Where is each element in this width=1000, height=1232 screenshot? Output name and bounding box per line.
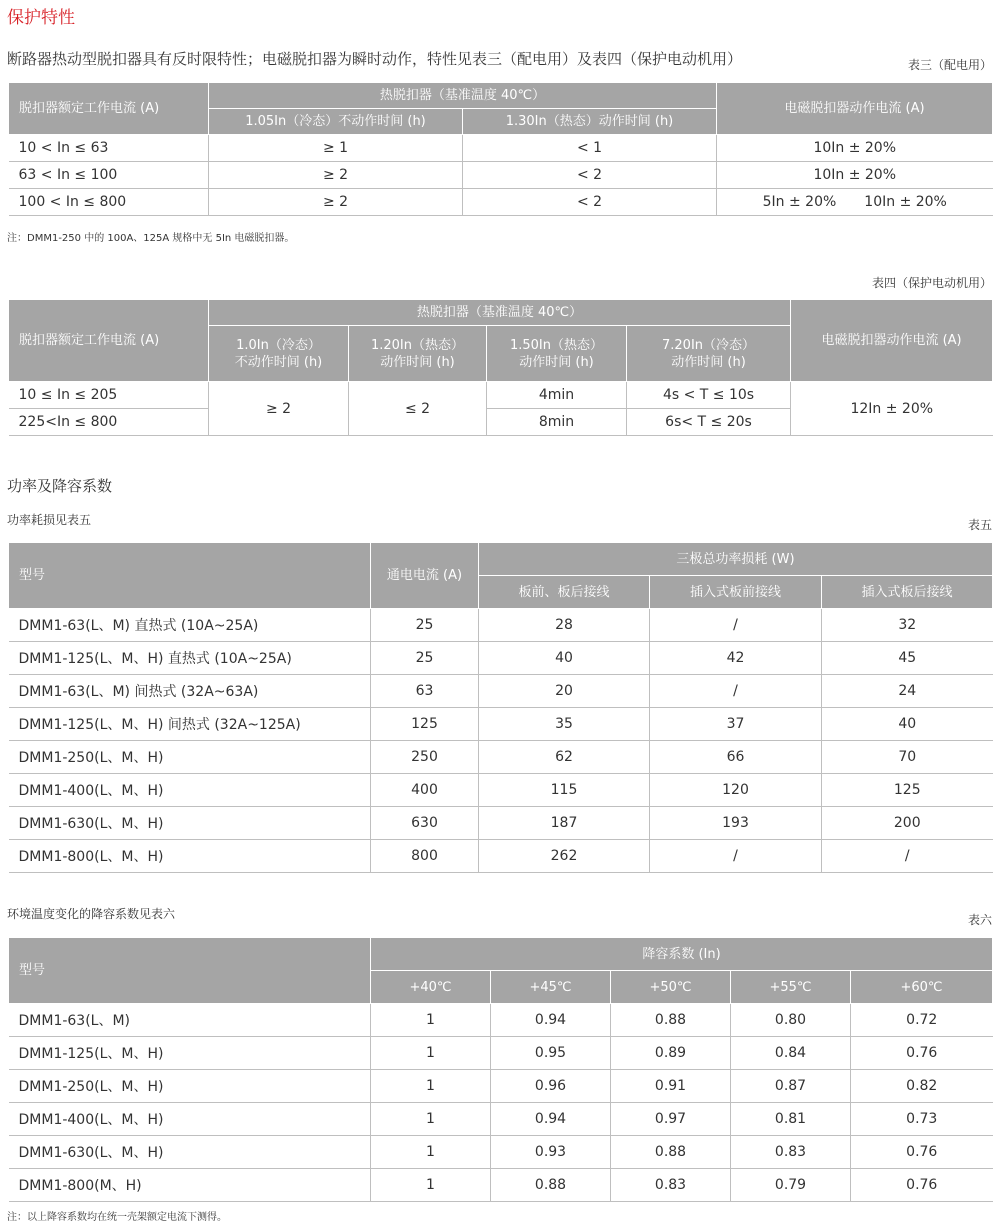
table4-header-col1-line2: 不动作时间 (h) xyxy=(234,354,323,370)
table6-note: 注：以上降容系数均在统一壳架额定电流下测得。 xyxy=(7,1212,227,1223)
cell-model: DMM1-400(L、M、H) xyxy=(9,774,371,807)
cell-front: 28 xyxy=(479,609,650,642)
cell-col3: 4min xyxy=(487,382,627,409)
cell-magnetic-a: 5In ± 20% xyxy=(762,194,837,210)
cell-hot: < 1 xyxy=(463,135,717,162)
cell-derate-factor: 0.93 xyxy=(491,1136,611,1169)
table-row xyxy=(9,162,993,189)
table5-header-current: 通电电流 (A) xyxy=(371,543,479,609)
table6-tag: 表六 xyxy=(967,913,992,927)
cell-derate-factor: 0.97 xyxy=(611,1103,731,1136)
cell-hot: < 2 xyxy=(463,162,717,189)
table5-tag: 表五 xyxy=(967,518,992,532)
table-row xyxy=(9,1169,993,1202)
table3-header-magnetic: 电磁脱扣器动作电流 (A) xyxy=(717,83,993,135)
cell-derate-factor: 0.89 xyxy=(611,1037,731,1070)
cell-derate-factor: 0.88 xyxy=(491,1169,611,1202)
table5-header-loss: 三极总功率损耗 (W) xyxy=(479,543,993,576)
cell-plug-back: 125 xyxy=(822,774,993,807)
table6-header-temp: +55℃ xyxy=(731,971,851,1004)
table4-header-col1 xyxy=(209,326,349,382)
cell-col4: 4s < T ≤ 10s xyxy=(627,382,791,409)
table4-header-magnetic: 电磁脱扣器动作电流 (A) xyxy=(791,300,993,382)
cell-col3: 8min xyxy=(487,409,627,436)
cell-derate-factor: 1 xyxy=(371,1169,491,1202)
cell-plug-back: 70 xyxy=(822,741,993,774)
cell-model: DMM1-63(L、M) xyxy=(9,1004,371,1037)
cell-model: DMM1-125(L、M、H) 直热式 (10A~25A) xyxy=(9,642,371,675)
cell-current: 25 xyxy=(371,609,479,642)
cell-magnetic: 12In ± 20% xyxy=(791,382,993,436)
table-row xyxy=(9,642,993,675)
table-row xyxy=(9,840,993,873)
table3-tag: 表三（配电用） xyxy=(907,58,992,72)
cell-current: 400 xyxy=(371,774,479,807)
table3-header-cold: 1.05In（冷态）不动作时间 (h) xyxy=(209,109,463,135)
table4-header-col4-line2: 动作时间 (h) xyxy=(671,354,746,370)
cell-derate-factor: 1 xyxy=(371,1070,491,1103)
cell-plug-front: 37 xyxy=(650,708,822,741)
table-row xyxy=(9,382,993,409)
table6-header-model: 型号 xyxy=(9,938,371,1004)
table6-header-derate: 降容系数 (In) xyxy=(371,938,993,971)
cell-model: DMM1-800(L、M、H) xyxy=(9,840,371,873)
table5-header-plug-front: 插入式板前接线 xyxy=(650,576,822,609)
table-row xyxy=(9,675,993,708)
table-row xyxy=(9,1136,993,1169)
table-row xyxy=(9,1037,993,1070)
cell-model: DMM1-63(L、M) 直热式 (10A~25A) xyxy=(9,609,371,642)
cell-front: 20 xyxy=(479,675,650,708)
cell-model: DMM1-630(L、M、H) xyxy=(9,807,371,840)
cell-front: 115 xyxy=(479,774,650,807)
table4-header-col2-line2: 动作时间 (h) xyxy=(380,354,455,370)
table-row xyxy=(9,1103,993,1136)
cell-plug-front: 66 xyxy=(650,741,822,774)
cell-derate-factor: 0.96 xyxy=(491,1070,611,1103)
cell-magnetic xyxy=(717,189,993,216)
cell-derate-factor: 0.83 xyxy=(731,1136,851,1169)
table6 xyxy=(8,937,993,1202)
cell-derate-factor: 0.88 xyxy=(611,1136,731,1169)
cell-plug-back: 40 xyxy=(822,708,993,741)
cell-range: 63 < In ≤ 100 xyxy=(9,162,209,189)
table4-header-col2-line1: 1.20In（热态） xyxy=(370,337,465,353)
cell-derate-factor: 0.87 xyxy=(731,1070,851,1103)
cell-current: 630 xyxy=(371,807,479,840)
table6-header-temp: +40℃ xyxy=(371,971,491,1004)
table6-header-temp: +60℃ xyxy=(851,971,993,1004)
cell-derate-factor: 0.76 xyxy=(851,1037,993,1070)
cell-derate-factor: 1 xyxy=(371,1004,491,1037)
cell-range: 100 < In ≤ 800 xyxy=(9,189,209,216)
table3-header-thermal: 热脱扣器（基准温度 40℃） xyxy=(209,83,717,109)
cell-col2: ≤ 2 xyxy=(349,382,487,436)
cell-col1: ≥ 2 xyxy=(209,382,349,436)
cell-derate-factor: 0.94 xyxy=(491,1103,611,1136)
cell-derate-factor: 1 xyxy=(371,1037,491,1070)
cell-front: 40 xyxy=(479,642,650,675)
cell-model: DMM1-125(L、M、H) xyxy=(9,1037,371,1070)
cell-model: DMM1-125(L、M、H) 间热式 (32A~125A) xyxy=(9,708,371,741)
cell-derate-factor: 0.79 xyxy=(731,1169,851,1202)
table-row xyxy=(9,135,993,162)
cell-front: 262 xyxy=(479,840,650,873)
cell-front: 187 xyxy=(479,807,650,840)
cell-plug-back: 32 xyxy=(822,609,993,642)
cell-derate-factor: 0.72 xyxy=(851,1004,993,1037)
table5-header-plug-back: 插入式板后接线 xyxy=(822,576,993,609)
cell-model: DMM1-400(L、M、H) xyxy=(9,1103,371,1136)
table3-header-rated: 脱扣器额定工作电流 (A) xyxy=(9,83,209,135)
cell-plug-front: / xyxy=(650,675,822,708)
power-section-title: 功率及降容系数 xyxy=(7,477,113,495)
cell-derate-factor: 1 xyxy=(371,1103,491,1136)
cell-current: 250 xyxy=(371,741,479,774)
table4-header-col2 xyxy=(349,326,487,382)
cell-derate-factor: 0.81 xyxy=(731,1103,851,1136)
table-row xyxy=(9,807,993,840)
cell-derate-factor: 0.88 xyxy=(611,1004,731,1037)
table6-header-temp: +50℃ xyxy=(611,971,731,1004)
cell-cold: ≥ 2 xyxy=(209,162,463,189)
cell-model: DMM1-250(L、M、H) xyxy=(9,741,371,774)
cell-derate-factor: 0.94 xyxy=(491,1004,611,1037)
cell-plug-back: 24 xyxy=(822,675,993,708)
cell-plug-front: 120 xyxy=(650,774,822,807)
cell-range: 225<In ≤ 800 xyxy=(9,409,209,436)
table3-header-hot: 1.30In（热态）动作时间 (h) xyxy=(463,109,717,135)
cell-model: DMM1-250(L、M、H) xyxy=(9,1070,371,1103)
table5 xyxy=(8,542,993,873)
table-row xyxy=(9,741,993,774)
cell-derate-factor: 0.91 xyxy=(611,1070,731,1103)
cell-current: 25 xyxy=(371,642,479,675)
section-title: 保护特性 xyxy=(7,8,75,28)
table-row xyxy=(9,774,993,807)
table4-header-col3-line2: 动作时间 (h) xyxy=(519,354,594,370)
table6-caption: 环境温度变化的降容系数见表六 xyxy=(7,907,176,921)
cell-derate-factor: 1 xyxy=(371,1136,491,1169)
cell-current: 63 xyxy=(371,675,479,708)
table-row xyxy=(9,609,993,642)
table4-header-thermal: 热脱扣器（基准温度 40℃） xyxy=(209,300,791,326)
cell-plug-front: 42 xyxy=(650,642,822,675)
cell-magnetic: 10In ± 20% xyxy=(717,135,993,162)
table6-header-temp: +45℃ xyxy=(491,971,611,1004)
table4 xyxy=(8,299,993,436)
cell-plug-back: 200 xyxy=(822,807,993,840)
table5-header-front: 板前、板后接线 xyxy=(479,576,650,609)
intro-text: 断路器热动型脱扣器具有反时限特性；电磁脱扣器为瞬时动作，特性见表三（配电用）及表四（保护电动机用） xyxy=(7,50,743,68)
cell-plug-front: / xyxy=(650,840,822,873)
table3-note: 注：DMM1-250 中的 100A、125A 规格中无 5In 电磁脱扣器。 xyxy=(7,233,295,244)
table4-header-col1-line1: 1.0In（冷态） xyxy=(236,337,321,353)
table4-header-rated: 脱扣器额定工作电流 (A) xyxy=(9,300,209,382)
cell-plug-back: / xyxy=(822,840,993,873)
table-row xyxy=(9,1070,993,1103)
cell-hot: < 2 xyxy=(463,189,717,216)
cell-range: 10 ≤ In ≤ 205 xyxy=(9,382,209,409)
cell-col4: 6s< T ≤ 20s xyxy=(627,409,791,436)
cell-plug-back: 45 xyxy=(822,642,993,675)
cell-front: 35 xyxy=(479,708,650,741)
table-row xyxy=(9,708,993,741)
table4-tag: 表四（保护电动机用） xyxy=(871,276,992,290)
cell-current: 800 xyxy=(371,840,479,873)
table4-header-col4 xyxy=(627,326,791,382)
cell-model: DMM1-630(L、M、H) xyxy=(9,1136,371,1169)
cell-derate-factor: 0.84 xyxy=(731,1037,851,1070)
cell-magnetic-b: 10In ± 20% xyxy=(864,194,947,210)
cell-cold: ≥ 1 xyxy=(209,135,463,162)
cell-derate-factor: 0.76 xyxy=(851,1136,993,1169)
table-row xyxy=(9,189,993,216)
table4-header-col4-line1: 7.20In（冷态） xyxy=(662,337,756,353)
cell-derate-factor: 0.73 xyxy=(851,1103,993,1136)
cell-derate-factor: 0.80 xyxy=(731,1004,851,1037)
cell-current: 125 xyxy=(371,708,479,741)
cell-derate-factor: 0.76 xyxy=(851,1169,993,1202)
cell-plug-front: 193 xyxy=(650,807,822,840)
cell-magnetic: 10In ± 20% xyxy=(717,162,993,189)
table-row xyxy=(9,1004,993,1037)
table5-caption: 功率耗损见表五 xyxy=(7,513,92,527)
cell-derate-factor: 0.83 xyxy=(611,1169,731,1202)
table5-header-model: 型号 xyxy=(9,543,371,609)
cell-derate-factor: 0.95 xyxy=(491,1037,611,1070)
cell-plug-front: / xyxy=(650,609,822,642)
cell-model: DMM1-800(M、H) xyxy=(9,1169,371,1202)
cell-front: 62 xyxy=(479,741,650,774)
cell-model: DMM1-63(L、M) 间热式 (32A~63A) xyxy=(9,675,371,708)
cell-derate-factor: 0.82 xyxy=(851,1070,993,1103)
table4-header-col3 xyxy=(487,326,627,382)
table3 xyxy=(8,82,993,216)
table4-header-col3-line1: 1.50In（热态） xyxy=(509,337,604,353)
cell-cold: ≥ 2 xyxy=(209,189,463,216)
cell-range: 10 < In ≤ 63 xyxy=(9,135,209,162)
